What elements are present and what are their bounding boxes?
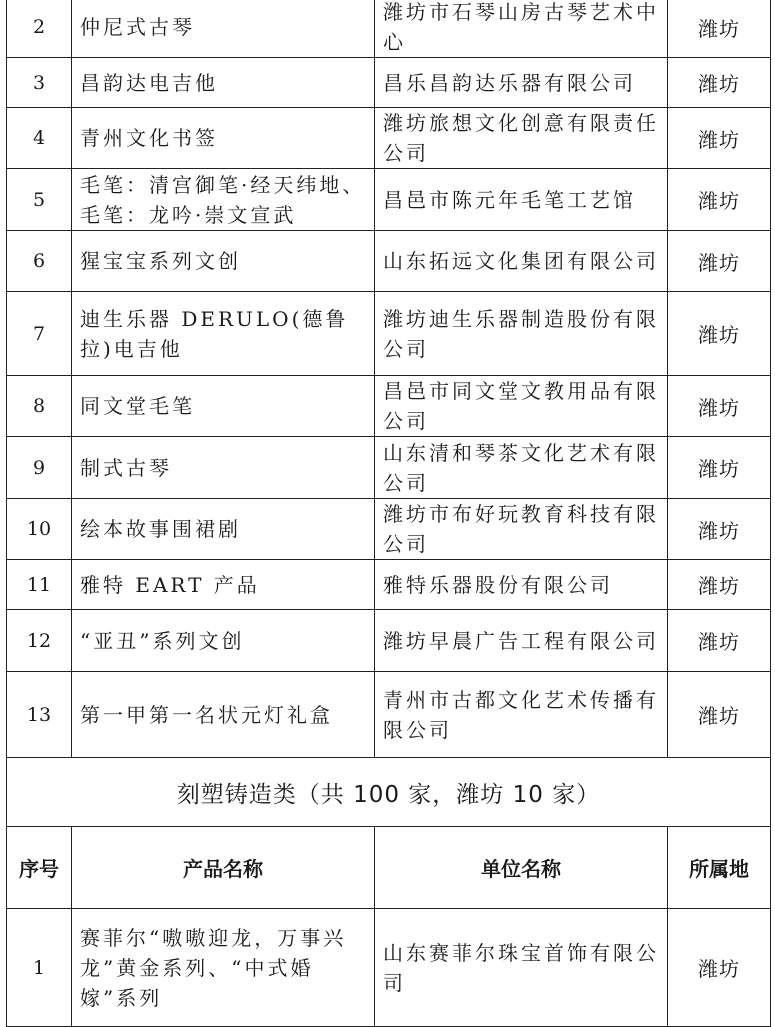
column-header-unit: 单位名称 <box>375 827 668 909</box>
row-number: 6 <box>7 231 72 292</box>
product-name: 迪生乐器 DERULO(德鲁拉)电吉他 <box>72 292 375 376</box>
location: 潍坊 <box>668 376 771 437</box>
row-number: 8 <box>7 376 72 437</box>
location: 潍坊 <box>668 169 771 231</box>
row-number: 13 <box>7 672 72 758</box>
unit-name: 潍坊市布好玩教育科技有限公司 <box>375 499 668 560</box>
product-name: 绘本故事围裙剧 <box>72 499 375 560</box>
product-name: 猩宝宝系列文创 <box>72 231 375 292</box>
product-name: 同文堂毛笔 <box>72 376 375 437</box>
row-number: 4 <box>7 108 72 169</box>
table-row <box>7 560 771 610</box>
column-header-location: 所属地 <box>668 827 771 909</box>
table-row <box>7 672 771 758</box>
table-row <box>7 909 771 1027</box>
column-header-number: 序号 <box>7 827 72 909</box>
table-row <box>7 108 771 169</box>
location: 潍坊 <box>668 909 771 1027</box>
product-name: 昌韵达电吉他 <box>72 58 375 108</box>
unit-name: 潍坊早晨广告工程有限公司 <box>375 610 668 672</box>
table-row <box>7 231 771 292</box>
row-number: 10 <box>7 499 72 560</box>
unit-name: 昌邑市陈元年毛笔工艺馆 <box>375 169 668 231</box>
row-number: 11 <box>7 560 72 610</box>
location: 潍坊 <box>668 499 771 560</box>
table-row <box>7 610 771 672</box>
product-name: 雅特 EART 产品 <box>72 560 375 610</box>
table-row <box>7 376 771 437</box>
product-name: 青州文化书签 <box>72 108 375 169</box>
unit-name: 青州市古都文化艺术传播有限公司 <box>375 672 668 758</box>
unit-name: 山东拓远文化集团有限公司 <box>375 231 668 292</box>
row-number: 2 <box>7 0 72 58</box>
product-name: 制式古琴 <box>72 437 375 499</box>
table-row <box>7 58 771 108</box>
table-row <box>7 292 771 376</box>
unit-name: 山东清和琴茶文化艺术有限公司 <box>375 437 668 499</box>
location: 潍坊 <box>668 437 771 499</box>
unit-name: 潍坊市石琴山房古琴艺术中心 <box>375 0 668 58</box>
row-number: 1 <box>7 909 72 1027</box>
product-name: 毛笔：清宫御笔·经天纬地、毛笔：龙吟·崇文宣武 <box>72 169 375 231</box>
location: 潍坊 <box>668 292 771 376</box>
unit-name: 山东赛菲尔珠宝首饰有限公司 <box>375 909 668 1027</box>
product-table <box>6 0 771 1027</box>
location: 潍坊 <box>668 672 771 758</box>
table-row <box>7 437 771 499</box>
unit-name: 潍坊迪生乐器制造股份有限公司 <box>375 292 668 376</box>
table-row <box>7 169 771 231</box>
location: 潍坊 <box>668 58 771 108</box>
section-title: 刻塑铸造类（共 100 家，潍坊 10 家） <box>7 758 771 827</box>
row-number: 3 <box>7 58 72 108</box>
row-number: 5 <box>7 169 72 231</box>
table-row <box>7 0 771 58</box>
section-title-row <box>7 758 771 827</box>
location: 潍坊 <box>668 0 771 58</box>
unit-name: 昌邑市同文堂文教用品有限公司 <box>375 376 668 437</box>
column-header-product: 产品名称 <box>72 827 375 909</box>
location: 潍坊 <box>668 108 771 169</box>
product-name: “亚丑”系列文创 <box>72 610 375 672</box>
row-number: 7 <box>7 292 72 376</box>
product-name: 仲尼式古琴 <box>72 0 375 58</box>
location: 潍坊 <box>668 560 771 610</box>
row-number: 12 <box>7 610 72 672</box>
table-row <box>7 499 771 560</box>
location: 潍坊 <box>668 610 771 672</box>
row-number: 9 <box>7 437 72 499</box>
table-header-row <box>7 827 771 909</box>
product-name: 第一甲第一名状元灯礼盒 <box>72 672 375 758</box>
product-name: 赛菲尔“嗷嗷迎龙，万事兴龙”黄金系列、“中式婚嫁”系列 <box>72 909 375 1027</box>
unit-name: 昌乐昌韵达乐器有限公司 <box>375 58 668 108</box>
unit-name: 雅特乐器股份有限公司 <box>375 560 668 610</box>
location: 潍坊 <box>668 231 771 292</box>
unit-name: 潍坊旅想文化创意有限责任公司 <box>375 108 668 169</box>
